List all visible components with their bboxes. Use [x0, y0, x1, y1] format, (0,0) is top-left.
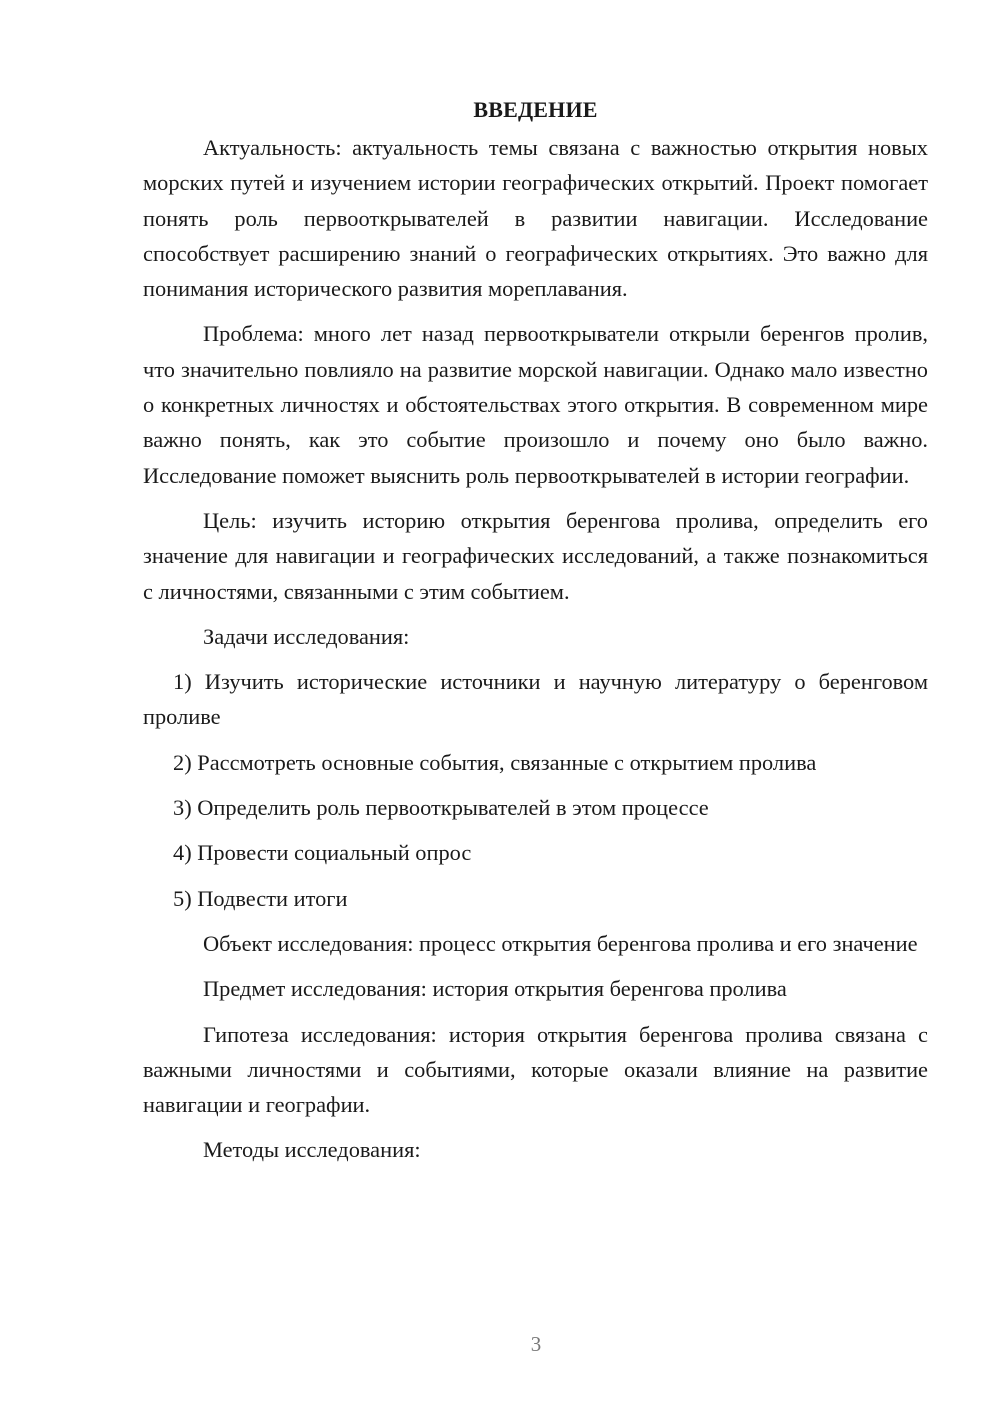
paragraph-subject: Предмет исследования: история открытия беренгова пролива [203, 976, 787, 1002]
task-item-3: 3) Определить роль первооткрывателей в этом процессе [173, 795, 709, 821]
task-item-4: 4) Провести социальный опрос [173, 840, 472, 866]
paragraph-object: Объект исследования: процесс открытия беренгова пролива и его значение [203, 930, 918, 956]
document-page [143, 92, 928, 1178]
task-item-1: 1) Изучить исторические источники и научную литературу о беренговом проливе [143, 669, 928, 730]
tasks-heading: Задачи исследования: [203, 623, 410, 649]
task-item-2: 2) Рассмотреть основные события, связанные с открытием пролива [173, 749, 817, 775]
paragraph-hypothesis: Гипотеза исследования: история открытия беренгова пролива связана с важными личностями и событиями, которые оказали влияние на развитие навигации и географии. [143, 1021, 928, 1118]
page-number: 3 [530, 1332, 542, 1356]
page-title: ВВЕДЕНИЕ [473, 97, 598, 122]
task-item-5: 5) Подвести итоги [173, 885, 348, 911]
paragraph-goal: Цель: изучить историю открытия беренгова пролива, определить его значение для навигации и географических исследований, а также познакомиться с личностями, связанными с этим событием. [143, 507, 928, 604]
paragraph-problem: Проблема: много лет назад первооткрыватели открыли беренгов пролив, что значительно повлияло на развитие морской навигации. Однако мало известно о конкретных личностях и обстоятельствах этого открытия. В современном мире важно понять, как это событие произошло и почему оно было важно. Исследование поможет выяснить роль первооткрывателей в истории географии. [143, 321, 928, 488]
methods-heading: Методы исследования: [203, 1137, 421, 1163]
paragraph-relevance: Актуальность: актуальность темы связана с важностью открытия новых морских путей и изучением истории географических открытий. Проект помогает понять роль первооткрывателей в развитии навигации. Исследование способствует расширению знаний о географических открытиях. Это важно для понимания исторического развития мореплавания. [143, 135, 928, 302]
